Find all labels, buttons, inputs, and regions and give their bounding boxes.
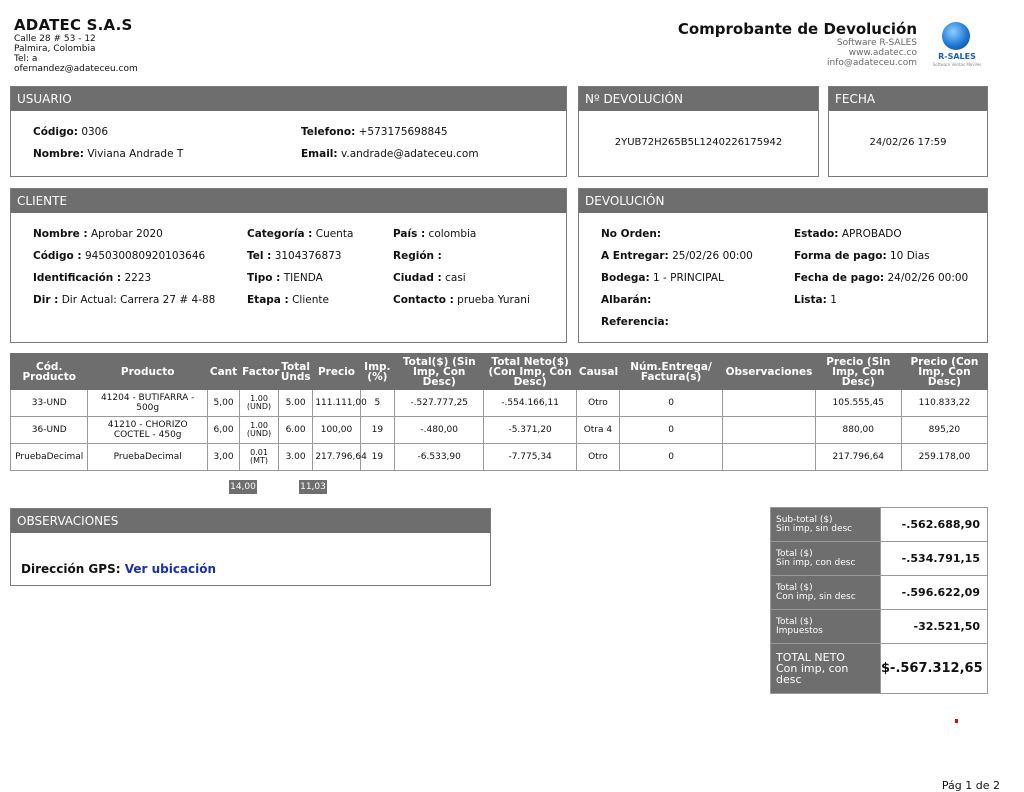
cell-imp: 19 bbox=[360, 444, 394, 471]
company-name: ADATEC S.A.S bbox=[14, 16, 133, 34]
cell-observaciones bbox=[723, 417, 816, 444]
document-header bbox=[678, 20, 917, 68]
cell-producto: PruebaDecimal bbox=[88, 444, 207, 471]
cliente-region: Región : bbox=[393, 250, 442, 262]
col-header-precio: Precio bbox=[313, 354, 360, 390]
fecha-value: 24/02/26 17:59 bbox=[869, 137, 947, 148]
company-tel: Tel: a bbox=[14, 54, 38, 64]
gps-line bbox=[21, 562, 216, 576]
cell-precio-sin: 217.796,64 bbox=[815, 444, 901, 471]
cell-precio: 111.111,00 bbox=[313, 390, 360, 417]
total-con-imp-value: -.596.622,09 bbox=[881, 576, 988, 610]
table-row bbox=[11, 390, 988, 417]
devolucion-fecha-pago: Fecha de pago: 24/02/26 00:00 bbox=[794, 272, 969, 284]
gps-location-link[interactable]: Ver ubicación bbox=[124, 562, 217, 576]
cell-total-unds: 5.00 bbox=[278, 390, 312, 417]
software-name: Software R-SALES bbox=[836, 38, 917, 48]
devolucion-no-orden: No Orden: bbox=[601, 228, 662, 240]
cliente-section bbox=[10, 188, 567, 343]
devolucion-bodega: Bodega: 1 - PRINCIPAL bbox=[601, 272, 724, 284]
total-sin-imp-label: Total ($) Sin imp, con desc bbox=[771, 542, 881, 576]
logo-brand: R-SALES bbox=[938, 52, 976, 61]
table-row bbox=[11, 417, 988, 444]
total-neto-label: TOTAL NETO Con imp, con desc bbox=[771, 644, 881, 694]
cliente-identificacion: Identificación : 2223 bbox=[33, 272, 152, 284]
cliente-tel: Tel : 3104376873 bbox=[247, 250, 342, 262]
col-header-producto: Producto bbox=[88, 354, 207, 390]
cliente-dir: Dir : Dir Actual: Carrera 27 # 4-88 bbox=[33, 294, 216, 306]
cell-cod: PruebaDecimal bbox=[11, 444, 88, 471]
cell-total-sin: -6.533,90 bbox=[395, 444, 484, 471]
cell-cant: 5,00 bbox=[207, 390, 239, 417]
cell-factor: 0.01 (MT) bbox=[240, 444, 279, 471]
cell-num-entrega: 0 bbox=[619, 390, 722, 417]
cell-precio-con: 259.178,00 bbox=[901, 444, 987, 471]
cell-precio: 100,00 bbox=[313, 417, 360, 444]
total-con-imp-row bbox=[771, 576, 988, 610]
devolucion-referencia: Referencia: bbox=[601, 316, 669, 328]
cliente-codigo: Código : 945030080920103646 bbox=[33, 250, 206, 262]
subtotal-label: Sub-total ($) Sin imp, sin desc bbox=[771, 508, 881, 542]
devolucion-number-header: Nº DEVOLUCIÓN bbox=[579, 87, 818, 111]
contact-email: info@adateceu.com bbox=[827, 58, 917, 68]
document-title: Comprobante de Devolución bbox=[677, 20, 917, 38]
cell-precio-sin: 105.555,45 bbox=[815, 390, 901, 417]
cell-observaciones bbox=[723, 444, 816, 471]
total-con-imp-label: Total ($) Con imp, sin desc bbox=[771, 576, 881, 610]
cell-causal: Otra 4 bbox=[576, 417, 619, 444]
company-email: ofernandez@adateceu.com bbox=[14, 64, 138, 74]
cell-observaciones bbox=[723, 390, 816, 417]
total-sin-imp-row bbox=[771, 542, 988, 576]
cliente-nombre: Nombre : Aprobar 2020 bbox=[33, 228, 163, 240]
company-address: Calle 28 # 53 - 12 bbox=[14, 34, 96, 44]
cell-factor: 1.00 (UND) bbox=[240, 390, 279, 417]
cell-precio: 217.796,64 bbox=[313, 444, 360, 471]
usuario-telefono: Telefono: +573175698845 bbox=[301, 126, 448, 138]
cliente-ciudad: Ciudad : casi bbox=[393, 272, 466, 284]
cell-precio-sin: 880,00 bbox=[815, 417, 901, 444]
subtotal-row bbox=[771, 508, 988, 542]
observaciones-header: OBSERVACIONES bbox=[11, 509, 490, 533]
col-header-num-entrega: Núm.Entrega/ Factura(s) bbox=[619, 354, 722, 390]
cell-total-neto: -7.775,34 bbox=[484, 444, 577, 471]
cell-causal: Otro bbox=[576, 390, 619, 417]
sum-total-unds: 11,03 bbox=[300, 482, 326, 492]
col-header-imp: Imp. (%) bbox=[360, 354, 394, 390]
impuestos-label: Total ($) Impuestos bbox=[771, 610, 881, 644]
cell-total-sin: -.527.777,25 bbox=[395, 390, 484, 417]
devolucion-header: DEVOLUCIÓN bbox=[579, 189, 987, 213]
usuario-section bbox=[10, 86, 567, 177]
col-header-cod: Cód. Producto bbox=[11, 354, 88, 390]
observaciones-section bbox=[10, 508, 491, 586]
cell-total-unds: 3.00 bbox=[278, 444, 312, 471]
devolucion-lista: Lista: 1 bbox=[794, 294, 837, 306]
total-sin-imp-value: -.534.791,15 bbox=[881, 542, 988, 576]
devolucion-number-section bbox=[578, 86, 819, 177]
col-header-total-neto: Total Neto($) (Con Imp, Con Desc) bbox=[484, 354, 577, 390]
fecha-header: FECHA bbox=[829, 87, 987, 111]
cell-total-neto: -.554.166,11 bbox=[484, 390, 577, 417]
cell-num-entrega: 0 bbox=[619, 417, 722, 444]
impuestos-row bbox=[771, 610, 988, 644]
col-header-precio-con: Precio (Con Imp, Con Desc) bbox=[901, 354, 987, 390]
devolucion-albaran: Albarán: bbox=[601, 294, 652, 306]
sum-cant: 14,00 bbox=[230, 482, 256, 492]
company-city: Palmira, Colombia bbox=[14, 44, 96, 54]
cell-total-sin: -.480,00 bbox=[395, 417, 484, 444]
cell-num-entrega: 0 bbox=[619, 444, 722, 471]
total-neto-row bbox=[771, 644, 988, 694]
usuario-email: Email: v.andrade@adateceu.com bbox=[301, 148, 479, 160]
cell-factor: 1.00 (UND) bbox=[240, 417, 279, 444]
r-sales-logo bbox=[926, 22, 988, 66]
cell-precio-con: 895,20 bbox=[901, 417, 987, 444]
cell-precio-con: 110.833,22 bbox=[901, 390, 987, 417]
devolucion-forma-pago: Forma de pago: 10 Dias bbox=[794, 250, 930, 262]
cell-cant: 3,00 bbox=[207, 444, 239, 471]
cell-cant: 6,00 bbox=[207, 417, 239, 444]
col-header-factor: Factor bbox=[240, 354, 279, 390]
cell-producto: 41210 - CHORIZO COCTEL - 450g bbox=[88, 417, 207, 444]
devolucion-section bbox=[578, 188, 988, 343]
subtotal-value: -.562.688,90 bbox=[881, 508, 988, 542]
cell-total-neto: -5.371,20 bbox=[484, 417, 577, 444]
cell-total-unds: 6.00 bbox=[278, 417, 312, 444]
cliente-etapa: Etapa : Cliente bbox=[247, 294, 329, 306]
col-header-causal: Causal bbox=[576, 354, 619, 390]
gps-label: Dirección GPS: bbox=[21, 562, 121, 576]
logo-tagline: Software Ventas Móviles bbox=[932, 62, 982, 67]
website: www.adatec.co bbox=[848, 48, 917, 58]
cliente-categoria: Categoría : Cuenta bbox=[247, 228, 354, 240]
cell-producto: 41204 - BUTIFARRA - 500g bbox=[88, 390, 207, 417]
red-mark bbox=[955, 719, 958, 723]
impuestos-value: -32.521,50 bbox=[881, 610, 988, 644]
cell-imp: 5 bbox=[360, 390, 394, 417]
company-block bbox=[14, 16, 138, 74]
cell-imp: 19 bbox=[360, 417, 394, 444]
devolucion-number: 2YUB72H265B5L1240226175942 bbox=[614, 137, 783, 148]
col-header-total-unds: Total Unds bbox=[278, 354, 312, 390]
usuario-header: USUARIO bbox=[11, 87, 566, 111]
col-header-cant: Cant bbox=[207, 354, 239, 390]
usuario-nombre: Nombre: Viviana Andrade T bbox=[33, 148, 184, 160]
fecha-section bbox=[828, 86, 988, 177]
col-header-total-sin: Total($) (Sin Imp, Con Desc) bbox=[395, 354, 484, 390]
page-indicator: Pág 1 de 2 bbox=[941, 779, 1000, 792]
globe-icon bbox=[942, 22, 970, 50]
table-row bbox=[11, 444, 988, 471]
cell-cod: 33-UND bbox=[11, 390, 88, 417]
totals-table bbox=[770, 507, 988, 694]
devolucion-estado: Estado: APROBADO bbox=[794, 228, 902, 240]
items-header-row bbox=[11, 354, 988, 390]
col-header-observaciones: Observaciones bbox=[723, 354, 816, 390]
col-header-precio-sin: Precio (Sin Imp, Con Desc) bbox=[815, 354, 901, 390]
cliente-tipo: Tipo : TIENDA bbox=[247, 272, 323, 284]
cell-cod: 36-UND bbox=[11, 417, 88, 444]
cliente-pais: País : colombia bbox=[393, 228, 477, 240]
cliente-contacto: Contacto : prueba Yurani bbox=[393, 294, 530, 306]
cell-causal: Otro bbox=[576, 444, 619, 471]
items-table bbox=[10, 353, 988, 471]
usuario-codigo: Código: 0306 bbox=[33, 126, 109, 138]
cliente-header: CLIENTE bbox=[11, 189, 566, 213]
devolucion-a-entregar: A Entregar: 25/02/26 00:00 bbox=[601, 250, 753, 262]
total-neto-value: $-.567.312,65 bbox=[881, 644, 988, 694]
